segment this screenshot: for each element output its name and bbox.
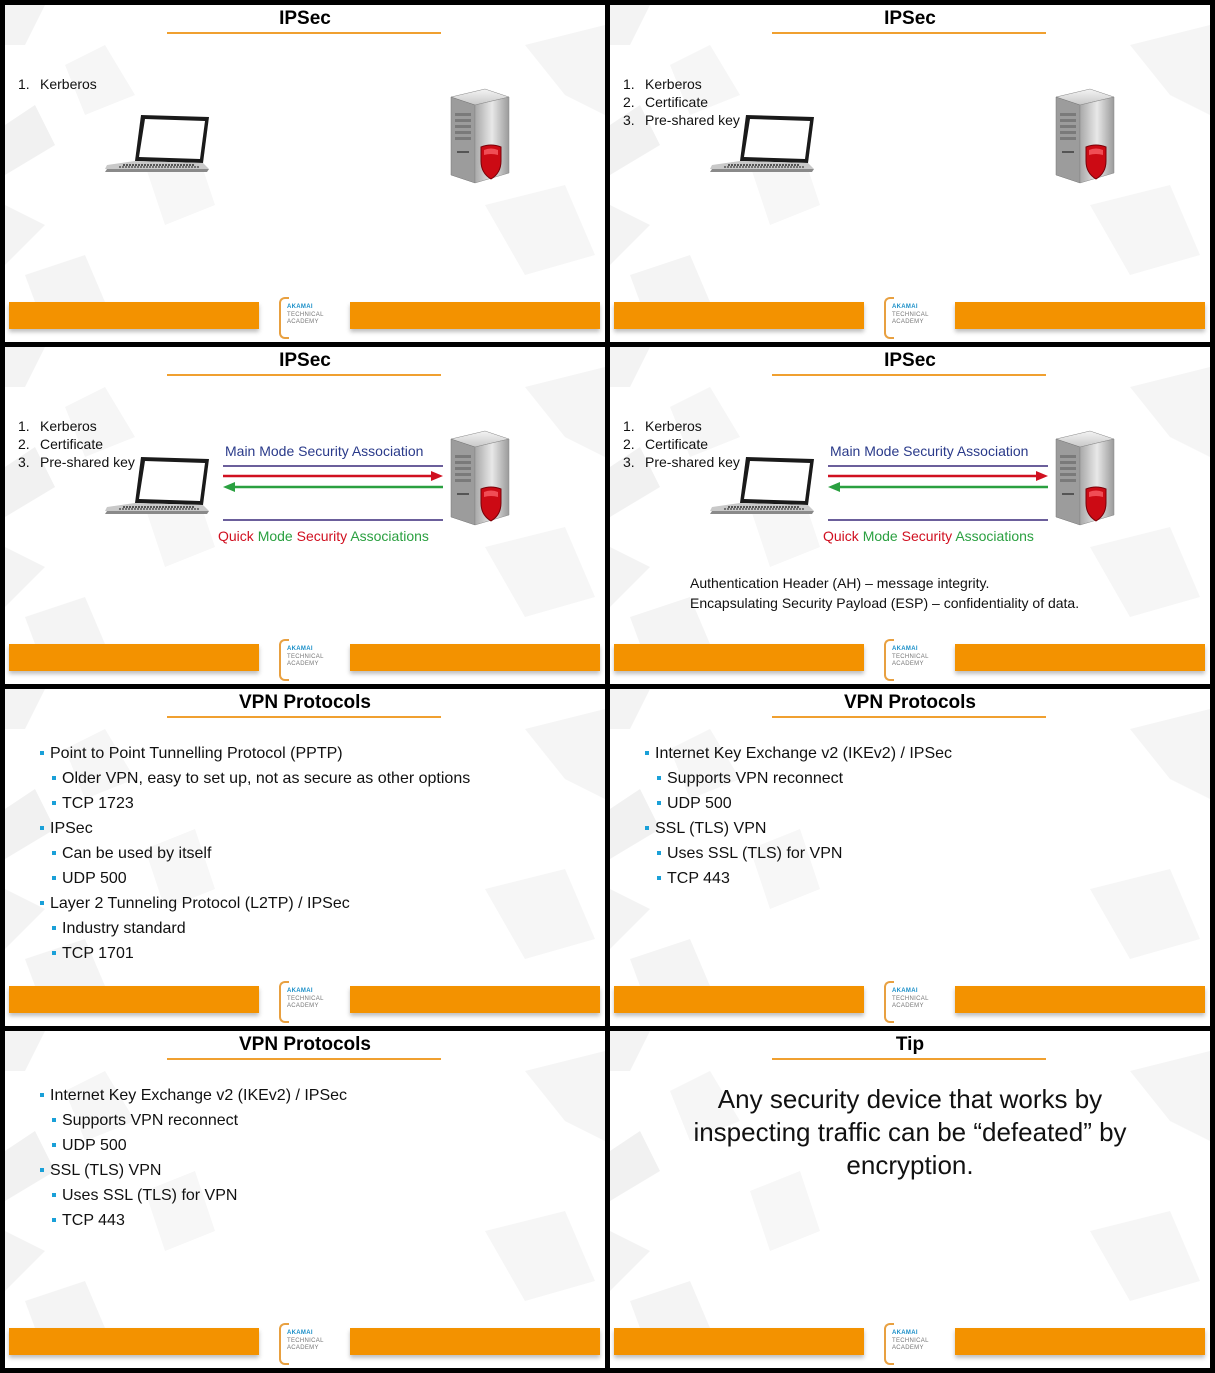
list-item: Point to Point Tunnelling Protocol (PPTP) (39, 741, 470, 766)
slide-title: VPN Protocols (239, 1034, 371, 1055)
list-item: 3. Pre-shared key (623, 112, 740, 128)
bullet-icon (52, 1193, 56, 1197)
bullet-icon (52, 776, 56, 780)
list-item: TCP 443 (39, 1208, 347, 1233)
list-item: 1. Kerberos (18, 418, 97, 434)
akamai-academy-logo: AKAMAI TECHNICAL ACADEMY (279, 639, 343, 679)
list-item: Older VPN, easy to set up, not as secure as other options (39, 766, 470, 791)
footer-bar-right (350, 302, 600, 329)
slide-8 (610, 1031, 1210, 1368)
bullet-icon (645, 826, 649, 830)
background-pattern (610, 1031, 1210, 1368)
title-underline (772, 1058, 1046, 1060)
arrow-left-icon (828, 482, 840, 492)
bullet-icon (52, 1143, 56, 1147)
list-item: Uses SSL (TLS) for VPN (644, 841, 952, 866)
bullet-icon (52, 801, 56, 805)
laptop-icon (103, 451, 213, 521)
laptop-icon (708, 109, 818, 179)
bullet-icon (657, 801, 661, 805)
slide-1 (5, 5, 605, 342)
slide-6 (610, 689, 1210, 1026)
list-item: SSL (TLS) VPN (39, 1158, 347, 1183)
bullet-icon (52, 926, 56, 930)
akamai-academy-logo: AKAMAI TECHNICAL ACADEMY (279, 981, 343, 1021)
title-underline (167, 716, 441, 718)
bullet-list (644, 741, 952, 891)
server-icon (1050, 87, 1120, 187)
footer-bar-left (9, 644, 259, 671)
list-item: 3. Pre-shared key (623, 454, 740, 470)
quick-mode-label: Quick Mode Security Associations (823, 528, 1034, 544)
list-item: SSL (TLS) VPN (644, 816, 952, 841)
background-pattern (5, 5, 605, 342)
bullet-icon (52, 951, 56, 955)
background-pattern (610, 5, 1210, 342)
akamai-academy-logo: AKAMAI TECHNICAL ACADEMY (884, 1323, 948, 1363)
main-mode-label: Main Mode Security Association (830, 443, 1029, 459)
list-item: UDP 500 (39, 1133, 347, 1158)
akamai-academy-logo: AKAMAI TECHNICAL ACADEMY (279, 297, 343, 337)
slide-title: IPSec (884, 350, 936, 371)
footer-bar-right (350, 644, 600, 671)
akamai-academy-logo: AKAMAI TECHNICAL ACADEMY (279, 1323, 343, 1363)
footer-bar-left (9, 986, 259, 1013)
sa-exchange-arrows (826, 463, 1051, 525)
arrow-right-icon (431, 471, 443, 481)
auth-method-list (18, 75, 97, 93)
list-item: Internet Key Exchange v2 (IKEv2) / IPSec (39, 1083, 347, 1108)
slide-title: VPN Protocols (239, 692, 371, 713)
footer-bar-right (955, 986, 1205, 1013)
title-underline (772, 716, 1046, 718)
footer-bar-right (955, 1328, 1205, 1355)
footer-bar-left (614, 302, 864, 329)
server-icon (445, 87, 515, 187)
list-item: Internet Key Exchange v2 (IKEv2) / IPSec (644, 741, 952, 766)
list-item: 2. Certificate (623, 436, 709, 452)
footer-bar-left (9, 302, 259, 329)
title-underline (167, 32, 441, 34)
title-underline (167, 1058, 441, 1060)
list-item: Layer 2 Tunneling Protocol (L2TP) / IPSec (39, 891, 470, 916)
tip-text: Any security device that works by inspecting traffic can be “defeated” by encryption. (693, 1084, 1127, 1180)
footer-bar-right (955, 644, 1205, 671)
footer-bar-left (614, 1328, 864, 1355)
bullet-icon (40, 751, 44, 755)
bullet-icon (52, 851, 56, 855)
title-underline (772, 374, 1046, 376)
list-item: UDP 500 (39, 866, 470, 891)
akamai-academy-logo: AKAMAI TECHNICAL ACADEMY (884, 639, 948, 679)
list-item: IPSec (39, 816, 470, 841)
list-item: 1. Kerberos (623, 418, 702, 434)
list-item: TCP 1701 (39, 941, 470, 966)
title-underline (167, 374, 441, 376)
arrow-left-icon (223, 482, 235, 492)
info-line: Encapsulating Security Payload (ESP) – confidentiality of data. (690, 595, 1080, 611)
info-line: Authentication Header (AH) – message integrity. (690, 575, 990, 591)
server-icon (1050, 429, 1120, 529)
slide-5 (5, 689, 605, 1026)
slide-2 (610, 5, 1210, 342)
bullet-icon (657, 776, 661, 780)
bullet-icon (52, 1118, 56, 1122)
slide-7 (5, 1031, 605, 1368)
main-mode-label: Main Mode Security Association (225, 443, 424, 459)
list-item: TCP 1723 (39, 791, 470, 816)
footer-bar-left (9, 1328, 259, 1355)
list-item: Industry standard (39, 916, 470, 941)
arrow-right-icon (1036, 471, 1048, 481)
bullet-icon (40, 1093, 44, 1097)
list-item: 3. Pre-shared key (18, 454, 135, 470)
sa-exchange-arrows (221, 463, 446, 525)
slide-title: IPSec (884, 8, 936, 29)
quick-mode-label: Quick Mode Security Associations (218, 528, 429, 544)
list-item: Can be used by itself (39, 841, 470, 866)
bullet-icon (40, 826, 44, 830)
slide-title: IPSec (279, 8, 331, 29)
slide-title: Tip (895, 1034, 925, 1055)
bullet-icon (645, 751, 649, 755)
list-item: 2. Certificate (18, 436, 104, 452)
slide-4 (610, 347, 1210, 684)
laptop-icon (708, 451, 818, 521)
akamai-academy-logo: AKAMAI TECHNICAL ACADEMY (884, 981, 948, 1021)
slide-3 (5, 347, 605, 684)
list-item: 1. Kerberos (18, 76, 97, 92)
slide-title: IPSec (279, 350, 331, 371)
footer-bar-left (614, 986, 864, 1013)
akamai-academy-logo: AKAMAI TECHNICAL ACADEMY (884, 297, 948, 337)
bullet-icon (52, 1218, 56, 1222)
footer-bar-right (350, 1328, 600, 1355)
bullet-icon (40, 901, 44, 905)
list-item: Supports VPN reconnect (644, 766, 952, 791)
list-item: Uses SSL (TLS) for VPN (39, 1183, 347, 1208)
list-item: 1. Kerberos (623, 76, 702, 92)
footer-bar-left (614, 644, 864, 671)
bullet-icon (657, 851, 661, 855)
list-item: Supports VPN reconnect (39, 1108, 347, 1133)
ipsec-protocol-info (690, 573, 1079, 613)
bullet-icon (40, 1168, 44, 1172)
list-item: TCP 443 (644, 866, 952, 891)
laptop-icon (103, 109, 213, 179)
list-item: 2. Certificate (623, 94, 709, 110)
bullet-icon (657, 876, 661, 880)
server-icon (445, 429, 515, 529)
bullet-list (39, 1083, 347, 1233)
title-underline (772, 32, 1046, 34)
slide-title: VPN Protocols (844, 692, 976, 713)
footer-bar-right (350, 986, 600, 1013)
list-item: UDP 500 (644, 791, 952, 816)
bullet-list (39, 741, 470, 966)
footer-bar-right (955, 302, 1205, 329)
bullet-icon (52, 876, 56, 880)
